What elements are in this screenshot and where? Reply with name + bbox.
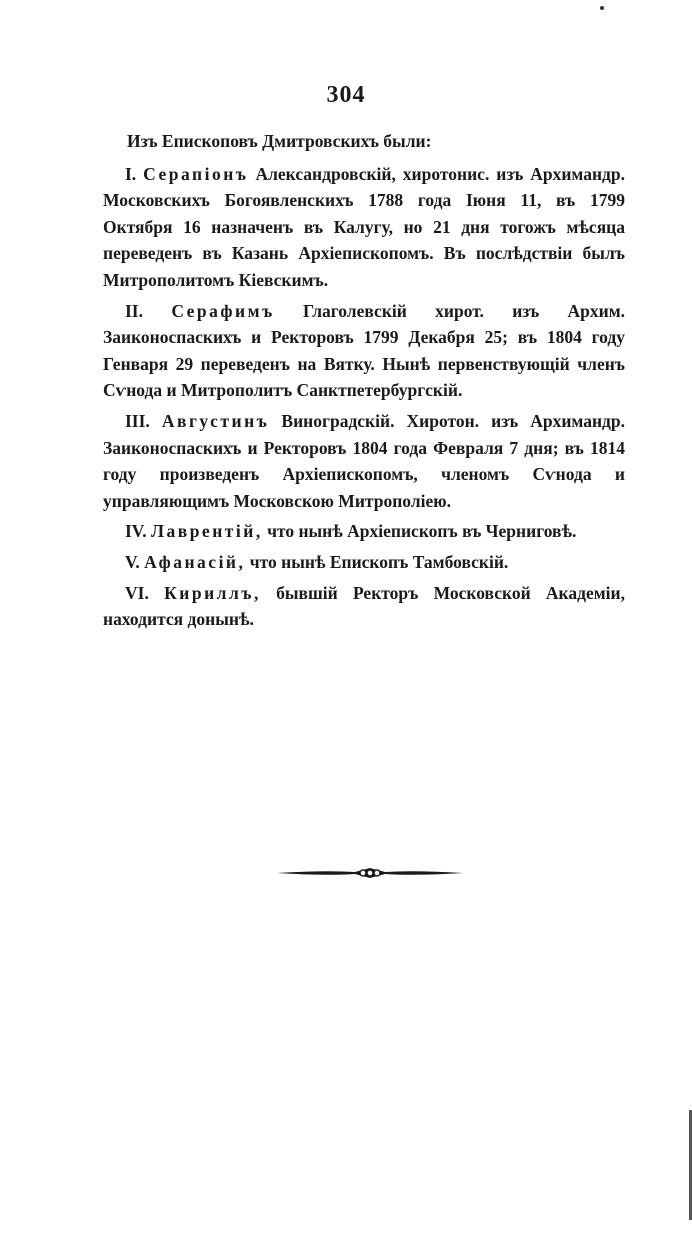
entry-name: Лаврентій,	[150, 521, 263, 542]
entry-number: III.	[125, 410, 150, 431]
section-heading: Изъ Епископовъ Дмитровскихъ были:	[127, 131, 432, 151]
entry-text: что нынѣ Архіепископъ въ Черниговѣ.	[267, 521, 577, 542]
ornament-divider	[275, 862, 465, 884]
entry-number: II.	[125, 300, 143, 321]
entry-4	[103, 518, 625, 545]
entry-number: I.	[125, 163, 137, 184]
entry-name: Кириллъ,	[164, 582, 261, 603]
entry-1	[103, 161, 625, 294]
entry-number: V.	[125, 551, 140, 572]
entry-text: Виноградскій. Хиротон. изъ Архимандр. Заиконоспаскихъ и Ректоровъ 1804 года Февраля 7 дня; въ 1814 году произведенъ Архіепископомъ, членомъ Сѵнода и управляющимъ Московскою Митрополіею.	[103, 410, 626, 511]
entry-name: Августинъ	[161, 410, 270, 431]
entry-text: что нынѣ Епископъ Тамбовскій.	[249, 551, 509, 572]
entry-text: Александровскій, хиротонис. изъ Архимандр. Московскихъ Богоявленскихъ 1788 года Іюня 11, въ 1799 Октября 16 назначенъ въ Калугу, но 21 дня тогожъ мѣсяца переведенъ въ Казань Архіепископомъ. Въ послѣдствіи былъ Митрополитомъ Кіевскимъ.	[103, 163, 626, 290]
entry-name: Серафимъ	[171, 300, 275, 321]
entry-2	[103, 298, 625, 404]
entry-number: VI.	[125, 582, 149, 603]
entry-6	[103, 580, 625, 633]
entry-5	[103, 549, 625, 576]
entry-name: Серапіонъ	[143, 163, 249, 184]
entry-name: Афанасій,	[144, 551, 246, 572]
entry-3	[103, 408, 625, 514]
entry-text: Глаголевскій хирот. изъ Архим. Заиконоспаскихъ и Ректоровъ 1799 Декабря 25; въ 1804 году Генваря 29 переведенъ на Вятку. Нынѣ первенствующій членъ Сѵнода и Митрополитъ Санктпетербургскій.	[103, 300, 626, 401]
ink-speck	[600, 6, 604, 10]
main-text	[103, 128, 625, 637]
page-number: 304	[326, 82, 366, 108]
entry-number: IV.	[125, 521, 147, 542]
entry-text: бывшій Ректоръ Московской Академіи, находится донынѣ.	[103, 582, 625, 630]
